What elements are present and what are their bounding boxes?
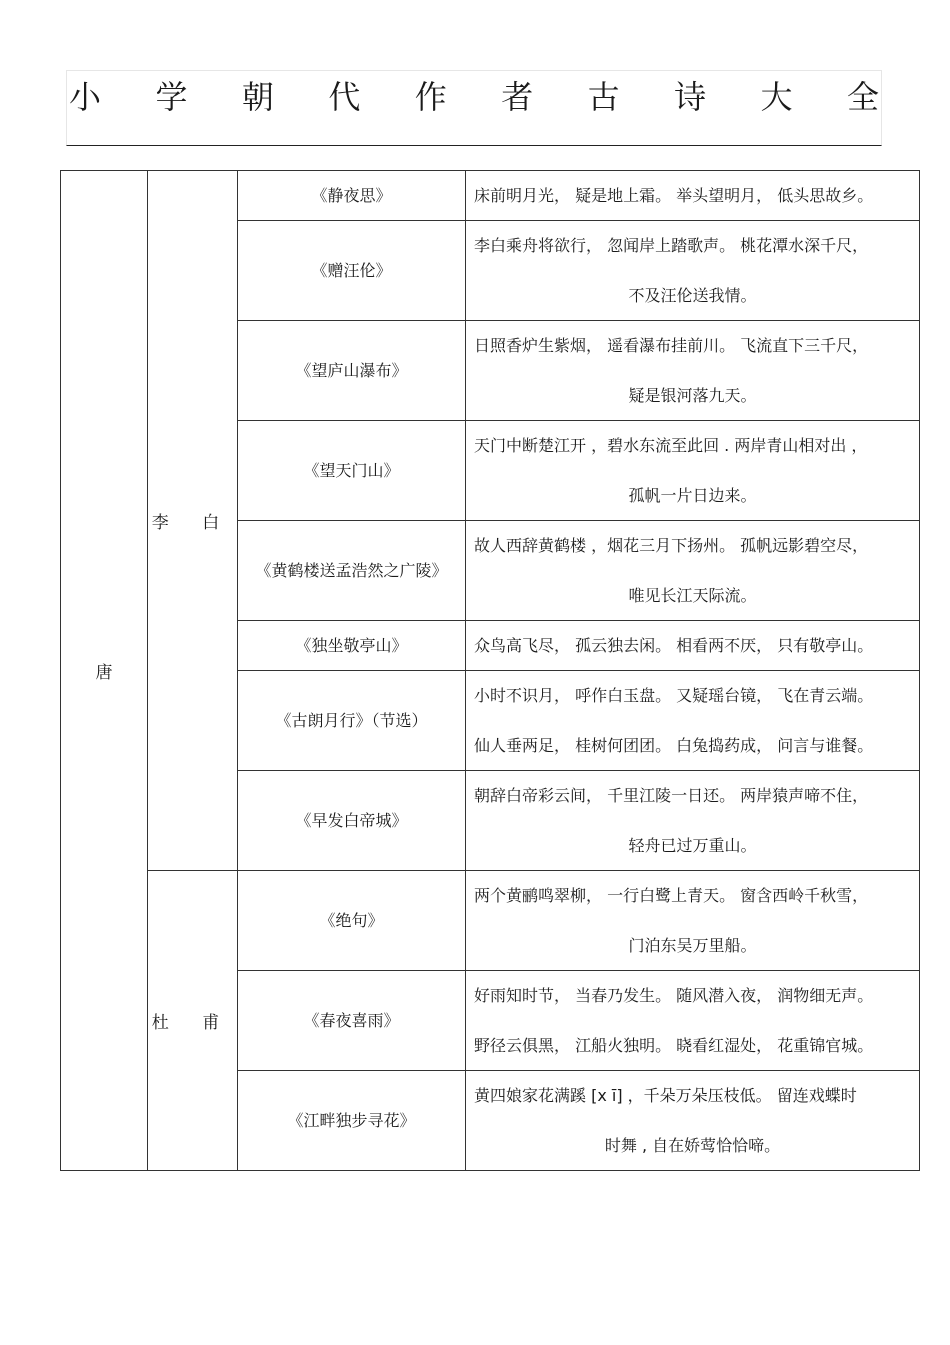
title-char: 小 bbox=[69, 78, 102, 116]
poem-text bbox=[466, 871, 920, 971]
poem-title: 《黄鹤楼送孟浩然之广陵》 bbox=[238, 521, 466, 621]
poem-line: 轻舟已过万重山。 bbox=[628, 836, 757, 855]
title-char: 学 bbox=[155, 78, 188, 116]
author-name: 李 白 bbox=[151, 513, 234, 533]
poem-text bbox=[466, 771, 920, 871]
title-char: 作 bbox=[414, 78, 447, 116]
title-char: 朝 bbox=[241, 78, 274, 116]
poem-line: 黄四娘家花满蹊 [x ī] ，千朵万朵压枝低。 留连戏蝶时 bbox=[474, 1086, 857, 1105]
poem-line: 时舞 , 自在娇莺恰恰啼。 bbox=[604, 1136, 781, 1155]
poem-line: 唯见长江天际流。 bbox=[628, 586, 757, 605]
poem-text bbox=[466, 521, 920, 621]
author-cell-du-fu bbox=[148, 871, 238, 1171]
poem-line: 仙人垂两足， 桂树何团团。 白兔捣药成， 问言与谁餐。 bbox=[474, 736, 874, 755]
poem-text bbox=[466, 1071, 920, 1171]
poem-text bbox=[466, 171, 920, 221]
poem-title: 《古朗月行》（节选） bbox=[238, 671, 466, 771]
poem-line: 两个黄鹂鸣翠柳， 一行白鹭上青天。 窗含西岭千秋雪， bbox=[474, 886, 869, 905]
page-title bbox=[67, 75, 881, 119]
poem-line: 好雨知时节， 当春乃发生。 随风潜入夜， 润物细无声。 bbox=[474, 986, 874, 1005]
table-row bbox=[61, 871, 920, 971]
poem-line: 不及汪伦送我情。 bbox=[628, 286, 757, 305]
poem-line: 天门中断楚江开 ，碧水东流至此回 . 两岸青山相对出 ， bbox=[474, 436, 868, 455]
poems-table bbox=[60, 170, 920, 1171]
title-char: 大 bbox=[760, 78, 793, 116]
poem-text bbox=[466, 321, 920, 421]
poem-title: 《江畔独步寻花》 bbox=[238, 1071, 466, 1171]
poem-title: 《绝句》 bbox=[238, 871, 466, 971]
title-char: 诗 bbox=[674, 78, 707, 116]
title-char: 古 bbox=[587, 78, 620, 116]
poem-title: 《春夜喜雨》 bbox=[238, 971, 466, 1071]
poem-line: 门泊东吴万里船。 bbox=[628, 936, 757, 955]
poem-title: 《早发白帝城》 bbox=[238, 771, 466, 871]
poem-line: 日照香炉生紫烟， 遥看瀑布挂前川。 飞流直下三千尺， bbox=[474, 336, 869, 355]
poem-line: 野径云俱黑， 江船火独明。 晓看红湿处， 花重锦官城。 bbox=[474, 1036, 874, 1055]
author-name: 杜 甫 bbox=[151, 1013, 234, 1033]
poem-line: 故人西辞黄鹤楼 ，烟花三月下扬州。 孤帆远影碧空尽， bbox=[474, 536, 869, 555]
poem-line: 李白乘舟将欲行， 忽闻岸上踏歌声。 桃花潭水深千尺， bbox=[474, 236, 869, 255]
poem-line: 小时不识月， 呼作白玉盘。 又疑瑶台镜， 飞在青云端。 bbox=[474, 686, 874, 705]
poem-text bbox=[466, 671, 920, 771]
dynasty-cell: 唐 bbox=[61, 171, 148, 1171]
poem-title: 《独坐敬亭山》 bbox=[238, 621, 466, 671]
poem-text bbox=[466, 421, 920, 521]
poem-title: 《赠汪伦》 bbox=[238, 221, 466, 321]
title-box bbox=[66, 70, 882, 146]
poem-line: 朝辞白帝彩云间， 千里江陵一日还。 两岸猿声啼不住， bbox=[474, 786, 869, 805]
poem-text bbox=[466, 621, 920, 671]
poem-line: 众鸟高飞尽， 孤云独去闲。 相看两不厌， 只有敬亭山。 bbox=[474, 636, 874, 655]
poem-line: 孤帆一片日边来。 bbox=[628, 486, 757, 505]
title-char: 者 bbox=[501, 78, 534, 116]
poem-title: 《望庐山瀑布》 bbox=[238, 321, 466, 421]
poem-line: 床前明月光， 疑是地上霜。 举头望明月， 低头思故乡。 bbox=[474, 186, 874, 205]
table-row bbox=[61, 171, 920, 221]
author-cell-li-bai bbox=[148, 171, 238, 871]
title-char: 全 bbox=[846, 78, 879, 116]
poem-text bbox=[466, 221, 920, 321]
poem-text bbox=[466, 971, 920, 1071]
title-char: 代 bbox=[328, 78, 361, 116]
poem-title: 《望天门山》 bbox=[238, 421, 466, 521]
poem-title: 《静夜思》 bbox=[238, 171, 466, 221]
poem-line: 疑是银河落九天。 bbox=[628, 386, 757, 405]
